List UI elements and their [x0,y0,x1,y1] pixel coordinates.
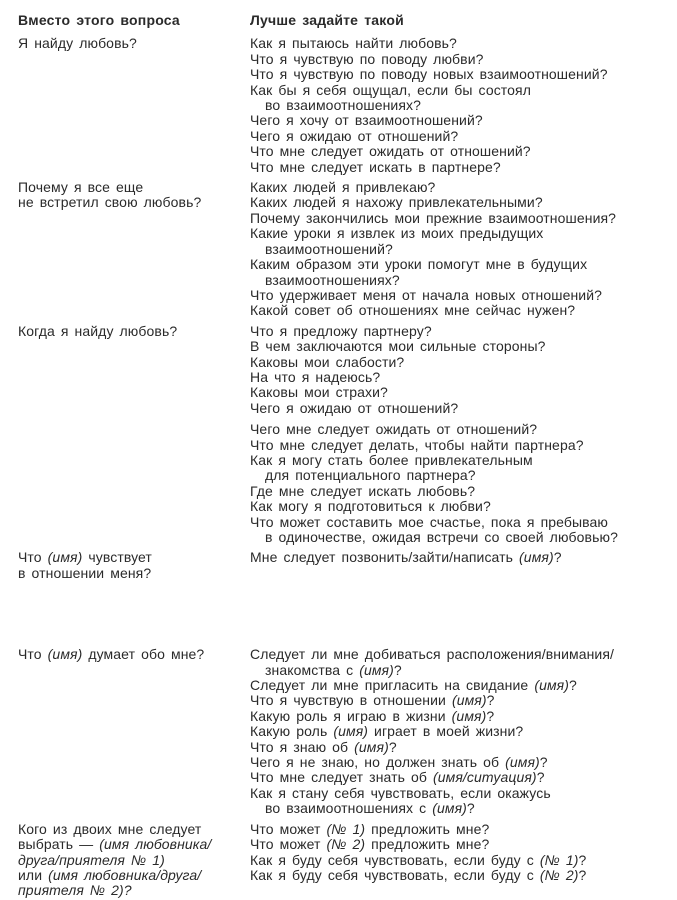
question-text: ? [553,549,562,566]
question-line [250,180,671,195]
question-line [250,211,671,226]
question-text: Как я пытаюсь найти любовь? [250,35,457,52]
question-text: Что может [250,836,327,853]
question-line [18,647,250,662]
question-text: Почему закончились мои прежние взаимоотношения? [250,209,617,226]
question-text: Чего я не знаю, но должен знать об [250,754,506,771]
placeholder-italic-text: (№ 2) [539,866,579,883]
question-line [250,324,671,339]
question-line [18,180,250,195]
question-text: Чего я ожидаю от отношений? [250,399,459,416]
right-header-cell [250,13,677,28]
question-line [250,740,671,755]
question-line [250,693,671,708]
table-header-row [18,13,677,28]
question-text: ? [578,851,587,868]
instead-question-cell [18,324,250,339]
question-line [250,83,671,98]
question-text: ? [536,769,545,786]
question-text: Чего мне следует ожидать от отношений? [250,421,538,438]
question-text: Как я могу стать более привлекательным [250,451,533,468]
question-text: Какие уроки я извлек из моих предыдущих [250,225,544,242]
placeholder-italic-text: (имя) [451,707,487,724]
table-row [18,324,677,546]
question-text: Что [18,646,48,663]
placeholder-italic-text: (имя) [534,677,569,694]
question-text: не встретил свою любовь? [18,194,202,211]
instead-question-cell [18,647,250,662]
placeholder-italic-text: друга/приятеля № 1) [18,851,165,868]
question-text: Что я чувствую по поводу любви? [250,50,484,67]
question-text: для потенциального партнера? [265,467,476,484]
question-text: Каким образом эти уроки помогут мне в будущих [250,256,588,273]
better-questions-cell [250,550,677,565]
question-text: думает обо мне? [82,646,205,663]
table-row [18,822,677,899]
question-text: Что [18,549,48,566]
question-line [250,67,671,82]
placeholder-italic-text: (имя любовника/друга/ [48,866,202,883]
question-text: Что я чувствую по поводу новых взаимоотношений? [250,66,608,83]
question-text: ? [486,707,495,724]
better-questions-cell [250,647,677,816]
question-line [250,113,671,128]
question-text: предложить мне? [365,836,490,853]
question-line [250,786,671,801]
placeholder-italic-text: (имя) [519,549,554,566]
table-row [18,647,677,816]
question-text: Как бы я себя ощущал, если бы состоял [250,81,531,98]
placeholder-italic-text: (имя) [432,800,467,817]
question-text: ? [486,692,495,709]
question-text: в отношении меня? [18,564,152,581]
placeholder-italic-text: (имя) [47,549,83,566]
question-text: Что может составить мое счастье, пока я пребываю [250,513,609,530]
instead-question-cell [18,822,250,899]
question-line [250,226,671,241]
question-line [18,324,250,339]
question-text: ? [388,738,397,755]
placeholder-italic-text: приятеля № 2)? [18,882,132,899]
left-header-cell [18,13,250,28]
question-line [18,883,250,898]
question-text: Где мне следует искать любовь? [250,482,476,499]
qa-table-body [18,36,677,898]
question-text: Когда я найду любовь? [18,322,178,339]
placeholder-italic-text: (имя) [354,738,389,755]
question-line [250,770,671,785]
question-line [250,98,671,113]
column-header-better-ask: Лучше задайте такой [250,12,404,28]
question-text: Каковы мои слабости? [250,353,405,370]
question-text: Как я стану себя чувствовать, если окажусь [250,784,551,801]
question-line [250,853,671,868]
question-text: Чего я хочу от взаимоотношений? [250,112,483,129]
question-text: Как я буду себя чувствовать, если буду с [250,851,540,868]
placeholder-italic-text: (имя) [505,754,540,771]
question-text: Каких людей я привлекаю? [250,179,436,196]
question-text: Что удерживает меня от начала новых отношений? [250,286,603,303]
question-line [250,242,671,257]
question-line [250,288,671,303]
question-line [250,36,671,51]
question-text: Я найду любовь? [18,35,137,52]
question-text: Что мне следует знать об [250,769,433,786]
question-line [250,303,671,318]
question-line [250,663,671,678]
question-line [18,822,250,837]
question-line [250,550,671,565]
question-text: взаимоотношениях? [265,271,400,288]
question-text: Чего я ожидаю от отношений? [250,127,459,144]
question-line [250,647,671,662]
instead-question-cell [18,550,250,581]
table-row [18,550,677,581]
question-text: ? [578,866,587,883]
question-line [18,853,250,868]
question-line [18,837,250,852]
question-line [250,822,671,837]
question-text: Следует ли мне пригласить на свидание [250,677,535,694]
question-line [250,422,671,437]
question-text: Что я знаю об [250,738,355,755]
question-line [18,868,250,883]
question-text: в одиночестве, ожидая встречи со своей любовью? [265,529,618,545]
question-line [18,36,250,51]
question-text: Что может [250,820,327,837]
question-line [250,499,671,514]
better-questions-cell [250,180,677,319]
question-text: ? [539,754,548,771]
table-row [18,180,677,319]
placeholder-italic-text: (имя) [359,661,394,678]
question-text: Следует ли мне добиваться расположения/внимания/ [250,646,615,663]
question-line [250,438,671,453]
question-line [18,195,250,210]
question-line [250,468,671,483]
question-text: Почему я все еще [18,179,144,196]
question-line [250,868,671,883]
question-text: На что я надеюсь? [250,368,381,385]
question-text: Какую роль [250,723,334,740]
question-text: играет в моей жизни? [368,723,524,740]
question-text: или [18,866,49,883]
column-header-instead: Вместо этого вопроса [18,12,180,28]
table-row [18,36,677,175]
question-line [250,52,671,67]
placeholder-italic-text: (имя/ситуация) [433,769,537,786]
question-line [250,160,671,175]
question-line [250,755,671,770]
question-text: Какой совет об отношениях мне сейчас нужен? [250,302,576,319]
question-text: Как я буду себя чувствовать, если буду с [250,866,540,883]
question-line [250,355,671,370]
question-text: во взаимоотношениях с [265,800,433,817]
better-questions-cell [250,822,677,884]
question-text: Каковы мои страхи? [250,384,388,401]
question-line [250,678,671,693]
question-text: Мне следует позвонить/зайти/написать [250,549,520,566]
instead-question-cell [18,180,250,211]
question-line [250,724,671,739]
question-line [250,453,671,468]
question-text: ? [569,677,577,694]
question-line [250,530,671,545]
question-line [250,484,671,499]
question-line [250,195,671,210]
question-text: Каких людей я нахожу привлекательными? [250,194,543,211]
question-text: выбрать — [18,836,100,853]
question-text: Что мне следует ожидать от отношений? [250,143,531,160]
question-text: Какую роль я играю в жизни [250,707,452,724]
placeholder-italic-text: (имя любовника/ [99,836,212,853]
question-text: предложить мне? [365,820,490,837]
question-line [250,837,671,852]
question-line [250,339,671,354]
question-text: Что я чувствую в отношении [250,692,452,709]
question-text: во взаимоотношениях? [265,97,422,114]
question-line [250,370,671,385]
placeholder-italic-text: (№ 1) [539,851,579,868]
placeholder-italic-text: (имя) [47,646,83,663]
question-text: Как могу я подготовиться к любви? [250,498,491,515]
question-line [250,801,671,816]
question-line [250,273,671,288]
question-text: знакомства с [265,661,360,678]
question-text: ? [466,800,475,817]
question-line [250,144,671,159]
question-line [250,385,671,400]
placeholder-italic-text: (имя) [333,723,369,740]
placeholder-italic-text: (№ 1) [326,820,366,837]
question-line [250,709,671,724]
question-text: Кого из двоих мне следует [18,820,202,837]
question-line [250,515,671,530]
question-line [18,566,250,581]
question-text: Что мне следует искать в партнере? [250,158,501,175]
question-line [250,257,671,272]
question-line [250,129,671,144]
question-line [250,401,671,416]
question-text: Что я предложу партнеру? [250,322,432,339]
question-text: Что мне следует делать, чтобы найти партнера? [250,436,584,453]
placeholder-italic-text: (№ 2) [326,836,366,853]
better-questions-cell [250,324,677,546]
instead-question-cell [18,36,250,51]
placeholder-italic-text: (имя) [451,692,487,709]
question-line [18,550,250,565]
question-text: чувствует [82,549,152,566]
question-text: взаимоотношений? [265,240,393,257]
better-questions-cell [250,36,677,175]
question-text: В чем заключаются мои сильные стороны? [250,338,546,355]
question-text: ? [393,661,402,678]
